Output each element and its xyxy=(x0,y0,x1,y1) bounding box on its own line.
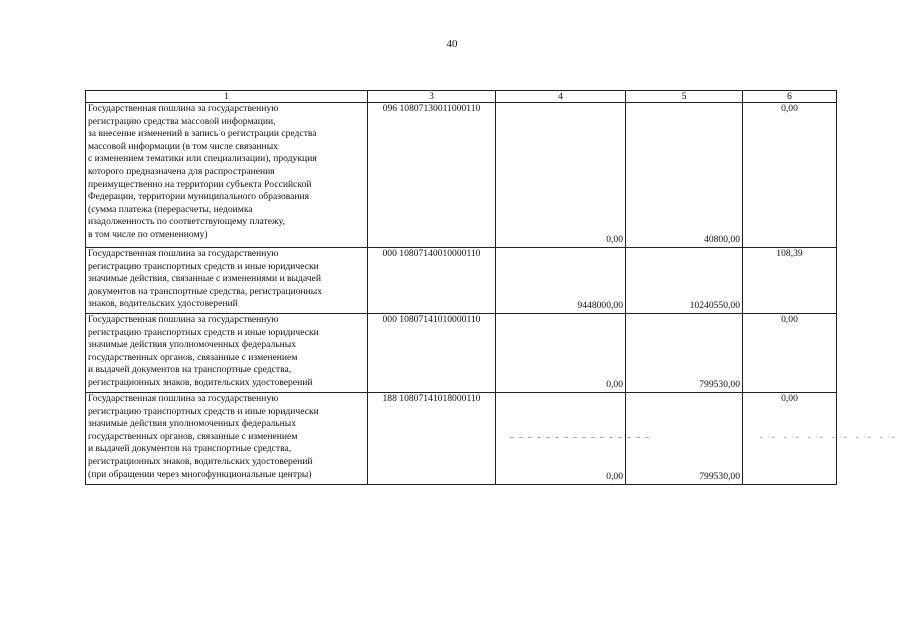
revenue-table xyxy=(85,90,837,485)
budget-code: 096 10807130011000110 xyxy=(368,103,496,248)
value-col6 xyxy=(743,103,837,248)
value-col5-text: 40800,00 xyxy=(704,234,740,246)
column-header: 6 xyxy=(743,91,837,103)
table-row xyxy=(86,103,837,248)
value-col4-text: 9448000,00 xyxy=(577,300,623,312)
value-col4-text: 0,00 xyxy=(606,379,623,391)
value-col6 xyxy=(743,314,837,393)
column-header: 3 xyxy=(368,91,496,103)
table-row xyxy=(86,393,837,485)
value-col5-text: 799530,00 xyxy=(699,471,740,483)
column-header: 5 xyxy=(626,91,743,103)
value-col5 xyxy=(626,103,743,248)
table-header-row xyxy=(86,91,837,103)
value-col5-text: 10240550,00 xyxy=(689,300,740,312)
value-col6-text: 108,39 xyxy=(776,248,803,259)
value-col4 xyxy=(496,248,626,314)
row-description: Государственная пошлина за государственную регистрацию транспортных средств и иные юридически значимые действия, связанные с изменениями и выдачей документов на транспортные средства, регистрационных знаков, водительских удостоверений xyxy=(86,248,368,314)
table-row xyxy=(86,248,837,314)
value-col5 xyxy=(626,314,743,393)
value-col5-text: 799530,00 xyxy=(699,379,740,391)
scan-artifact xyxy=(760,437,900,438)
value-col6-text: 0,00 xyxy=(781,103,798,114)
value-col4 xyxy=(496,314,626,393)
value-col4-text: 0,00 xyxy=(606,471,623,483)
value-col6 xyxy=(743,393,837,485)
row-description: Государственная пошлина за государственную регистрацию транспортных средств и иные юридически значимые действия уполномоченных федеральных государственных органов, связанные с изменением и выдачей документов на транспортные средства, регистрационных знаков, водительских удостоверений (при обращении через многофункциональные центры) xyxy=(86,393,368,485)
value-col4 xyxy=(496,103,626,248)
value-col6-text: 0,00 xyxy=(781,393,798,404)
row-description: Государственная пошлина за государственную регистрацию средства массовой информации, за внесение изменений в запись о регистрации средства массовой информации (в том числе связанных с изменением тематики или специализации), продукция которого предназначена для распространения преимущественно на территории субъекта Российской Федерации, территории муниципального образования (сумма платежа (перерасчеты, недоимка изадолженность по соответствующему платежу, в том числе по отмененному) xyxy=(86,103,368,248)
scan-artifact xyxy=(510,437,650,438)
value-col6 xyxy=(743,248,837,314)
table-row xyxy=(86,314,837,393)
value-col5 xyxy=(626,248,743,314)
budget-code: 000 10807141010000110 xyxy=(368,314,496,393)
value-col6-text: 0,00 xyxy=(781,314,798,325)
column-header: 4 xyxy=(496,91,626,103)
budget-code: 188 10807141018000110 xyxy=(368,393,496,485)
value-col4 xyxy=(496,393,626,485)
page-number: 40 xyxy=(446,38,458,50)
budget-code: 000 10807140010000110 xyxy=(368,248,496,314)
column-header: 1 xyxy=(86,91,368,103)
value-col4-text: 0,00 xyxy=(606,234,623,246)
value-col5 xyxy=(626,393,743,485)
row-description: Государственная пошлина за государственную регистрацию транспортных средств и иные юридически значимые действия уполномоченных федеральных государственных органов, связанные с изменением и выдачей документов на транспортные средства, регистрационных знаков, водительских удостоверений xyxy=(86,314,368,393)
